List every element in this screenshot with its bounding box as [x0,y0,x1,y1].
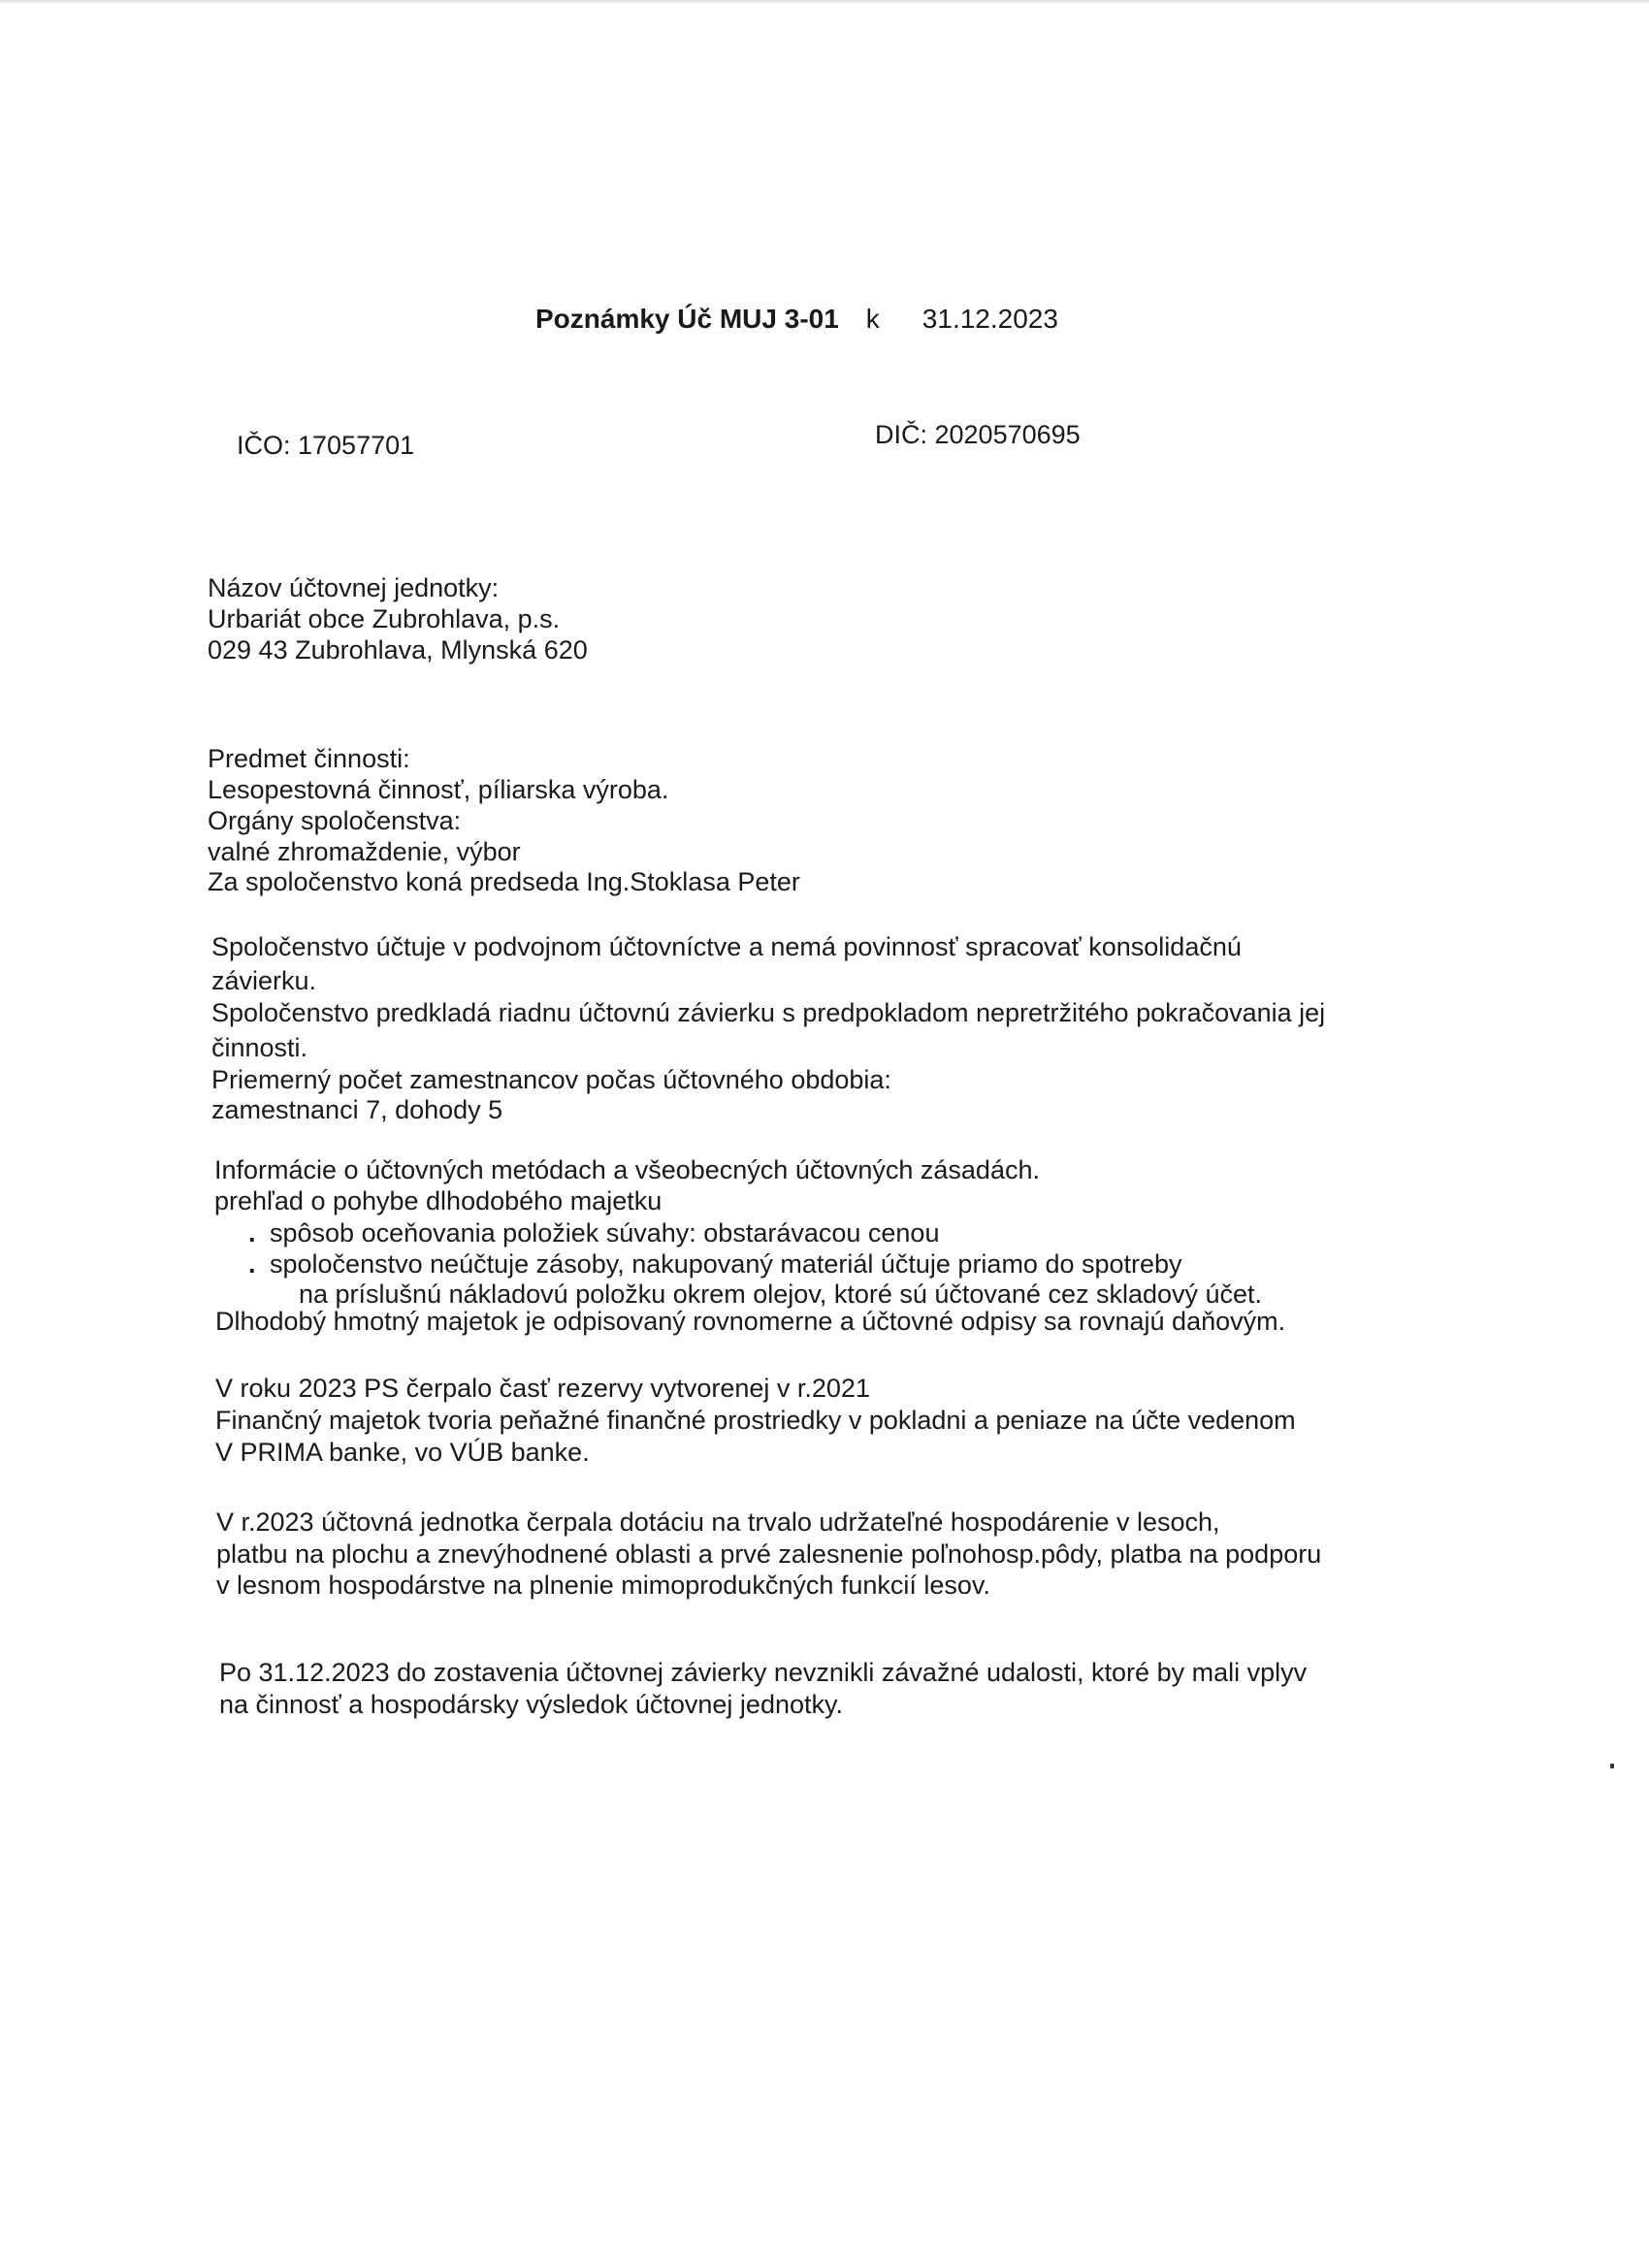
methods-bullet-2-continued: na príslušnú nákladovú položku okrem olejov, ktoré sú účtované cez skladový účet. [299,1280,1263,1309]
organs-value: valné zhromaždenie, výbor [208,837,521,866]
methods-line-3: Dlhodobý hmotný majetok je odpisovaný rovnomerne a účtovné odpisy sa rovnajú daňovým. [215,1307,1286,1336]
ico-number: IČO: 17057701 [237,431,415,460]
events-line-2: na činnosť a hospodársky výsledok účtovnej jednotky. [219,1690,843,1719]
activity-label: Predmet činnosti: [208,744,410,773]
accounting-line-2: závierku. [211,966,317,995]
subsidy-line-3: v lesnom hospodárstve na plnenie mimoprodukčných funkcií lesov. [216,1571,990,1600]
methods-bullet-2 [248,1248,1182,1280]
entity-address: 029 43 Zubrohlava, Mlynská 620 [208,635,588,664]
document-title [535,303,1058,336]
title-date: 31.12.2023 [922,304,1058,334]
accounting-line-1: Spoločenstvo účtuje v podvojnom účtovníctve a nemá povinnosť spracovať konsolidačnú [211,932,1242,961]
methods-line-2: prehľad o pohybe dlhodobého majetku [214,1186,663,1215]
dic-number: DIČ: 2020570695 [875,420,1081,449]
accounting-line-6: zamestnanci 7, dohody 5 [211,1095,503,1124]
activity-value: Lesopestovná činnosť, píliarska výroba. [208,775,669,804]
accounting-line-3: Spoločenstvo predkladá riadnu účtovnú závierku s predpokladom nepretržitého pokračovania jej [211,998,1326,1027]
scan-edge-shadow [0,0,1649,4]
title-k: k [865,304,880,334]
accounting-line-4: činnosti. [211,1033,308,1062]
methods-bullet-1-text: spôsob oceňovania položiek súvahy: obstarávacou cenou [270,1218,940,1247]
chair-line: Za spoločenstvo koná predseda Ing.Stoklasa Peter [208,867,800,896]
accounting-line-5: Priemerný počet zamestnancov počas účtovného obdobia: [211,1065,891,1094]
subsidy-line-2: platbu na plochu a znevýhodnené oblasti a prvé zalesnenie poľnohosp.pôdy, platba na podporu [216,1539,1322,1569]
entity-name: Urbariát obce Zubrohlava, p.s. [208,604,561,633]
finance-line-1: V roku 2023 PS čerpalo časť rezervy vytvorenej v r.2021 [215,1374,870,1403]
methods-bullet-2-text: spoločenstvo neúčtuje zásoby, nakupovaný materiál účtuje priamo do spotreby [270,1249,1182,1279]
methods-bullet-1 [248,1217,939,1248]
bullet-dot: . [248,1218,256,1247]
organs-label: Orgány spoločenstva: [208,806,462,835]
title-text: Poznámky Úč MUJ 3-01 [535,304,839,334]
events-line-1: Po 31.12.2023 do zostavenia účtovnej závierky nevznikli závažné udalosti, ktoré by mali vplyv [219,1658,1308,1687]
finance-line-3: V PRIMA banke, vo VÚB banke. [215,1438,590,1467]
scan-speck [1610,1764,1614,1768]
methods-line-1: Informácie o účtovných metódach a všeobecných účtovných zásadách. [214,1155,1040,1184]
subsidy-line-1: V r.2023 účtovná jednotka čerpala dotáciu na trvalo udržateľné hospodárenie v lesoch, [216,1507,1220,1537]
bullet-dot: . [248,1249,256,1279]
entity-label: Názov účtovnej jednotky: [208,573,500,602]
finance-line-2: Finančný majetok tvoria peňažné finančné prostriedky v pokladni a peniaze na účte vedenom [215,1406,1296,1435]
